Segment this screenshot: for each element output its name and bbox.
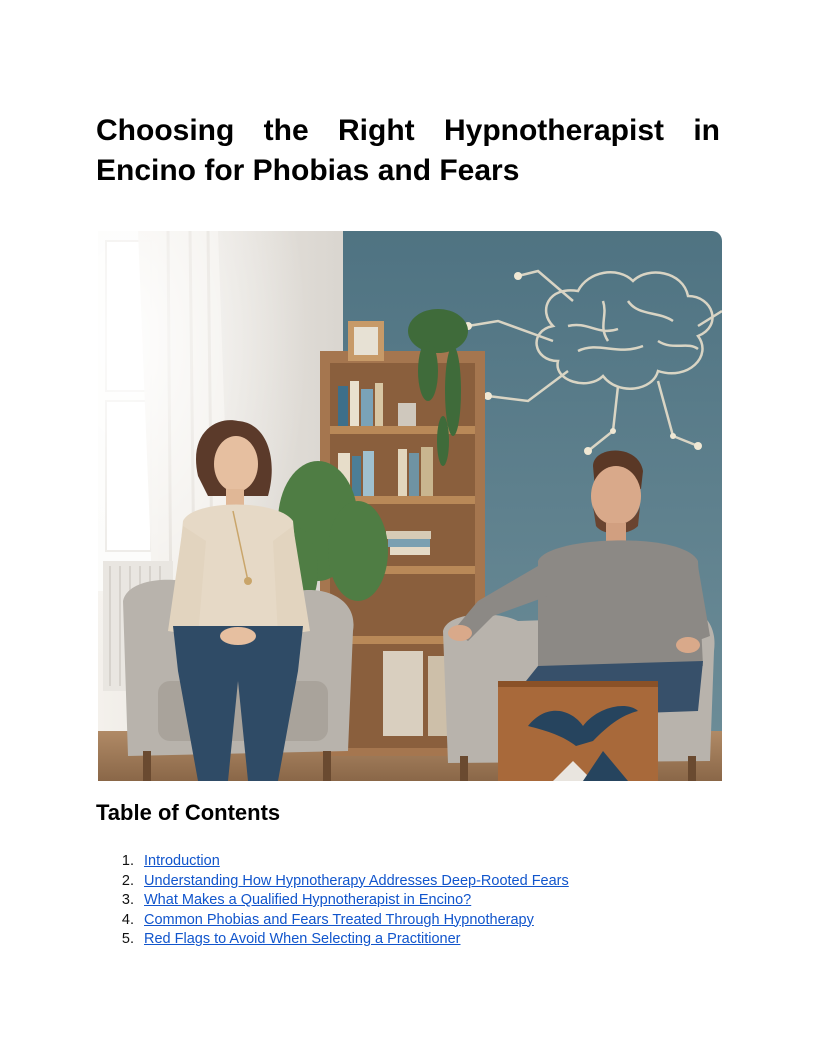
toc-item: [96, 872, 716, 892]
toc-item-number: 1.: [121, 853, 134, 869]
page-title: Choosing the Right Hypnotherapist in Encino for Phobias and Fears: [96, 114, 720, 187]
toc-item-number: 2.: [121, 872, 134, 889]
therapy-session-illustration: [98, 231, 722, 781]
toc-item-number: 5.: [121, 931, 134, 947]
toc-link-common-phobias[interactable]: Common Phobias and Fears Treated Through Hypnotherapy: [144, 911, 534, 928]
toc-item: [96, 852, 716, 872]
toc-link-qualified-hypnotherapist[interactable]: What Makes a Qualified Hypnotherapist in Encino?: [144, 892, 472, 908]
toc-item: [96, 891, 716, 911]
hero-image: [98, 231, 722, 781]
toc-heading: Table of Contents: [96, 800, 281, 825]
toc-item-number: 4.: [121, 911, 134, 928]
toc-link-understanding-hypnotherapy[interactable]: Understanding How Hypnotherapy Addresses Deep-Rooted Fears: [144, 872, 569, 889]
toc-link-red-flags[interactable]: Red Flags to Avoid When Selecting a Practitioner: [144, 931, 461, 947]
toc-item-number: 3.: [121, 892, 134, 908]
toc-item: [96, 911, 716, 931]
toc-item: [96, 930, 716, 950]
table-of-contents: [96, 852, 716, 950]
toc-link-introduction[interactable]: Introduction: [144, 853, 220, 869]
